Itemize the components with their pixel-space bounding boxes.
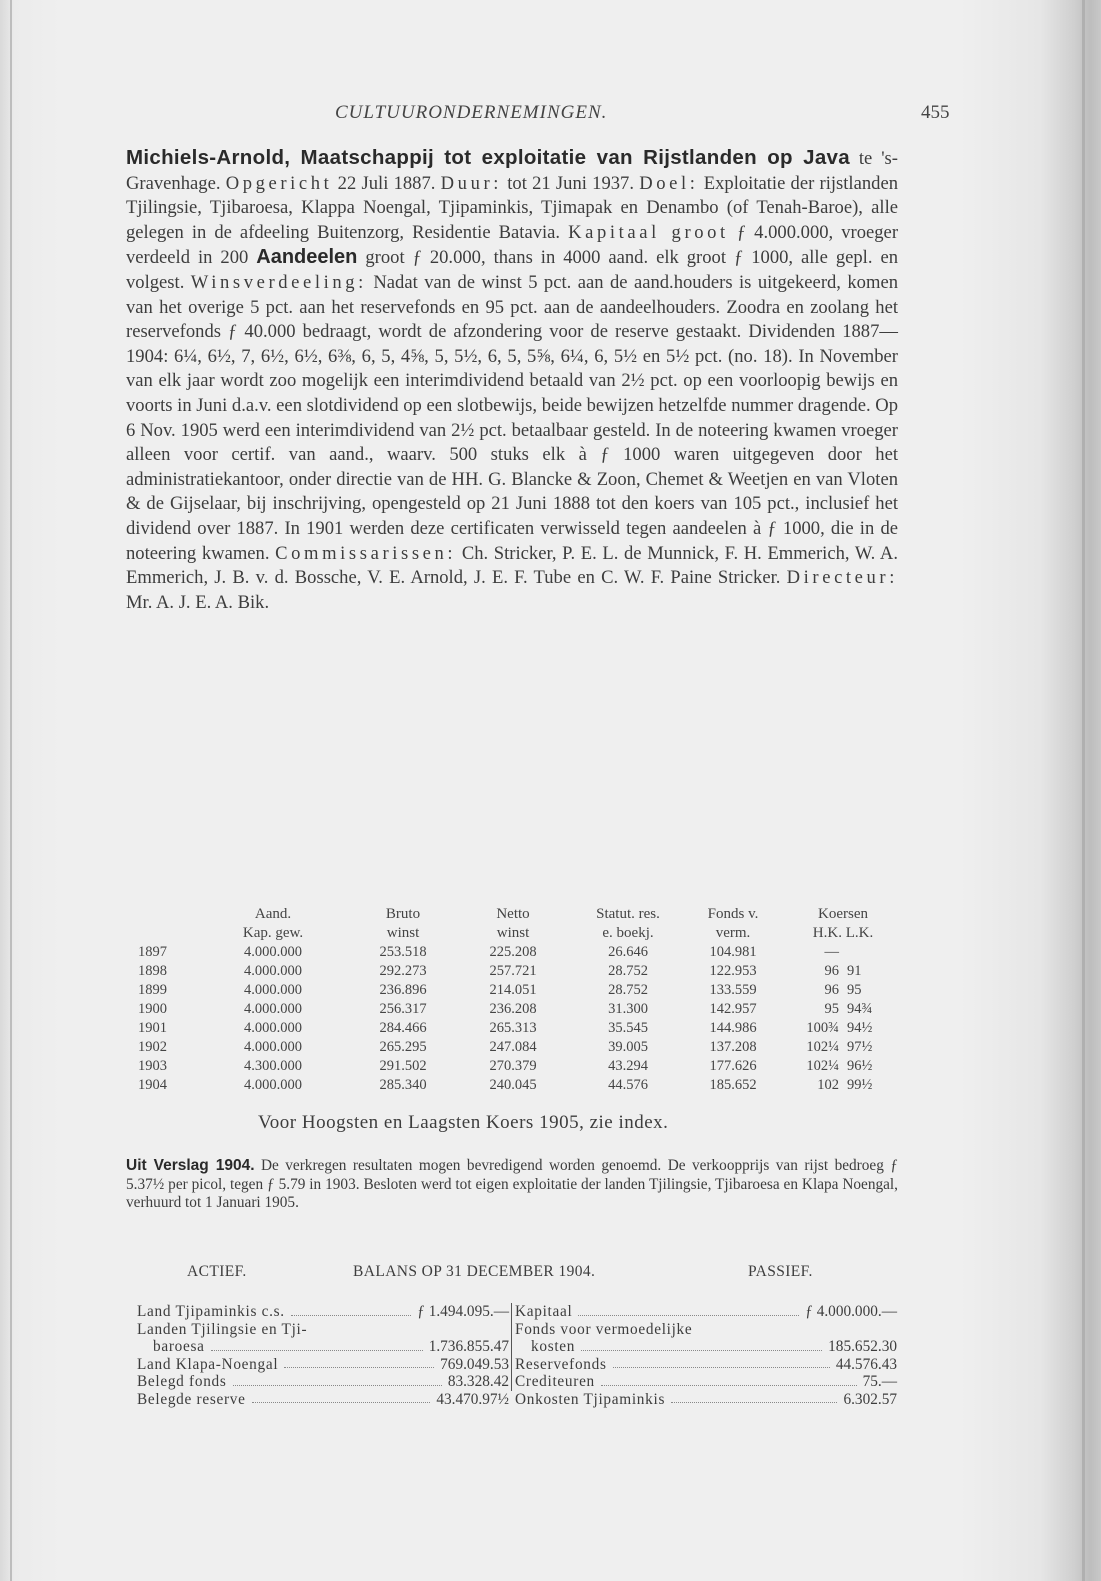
cell-year: 1903 [138,1058,167,1074]
leader-dots [581,1338,822,1351]
cell-kap: 4.000.000 [244,963,302,979]
balance-amount: 1.736.855.47 [428,1338,509,1355]
cell-lk: 97½ [847,1039,873,1055]
col-statut-subheader: e. boekj. [602,925,654,941]
cell-hk: 102 [817,1077,839,1093]
doel-label: Doel: [639,172,699,194]
cell-fonds: 142.957 [709,1001,757,1017]
col-statut-header: Statut. res. [596,906,660,922]
balance-label: baroesa [153,1338,205,1355]
balance-row [137,1391,509,1409]
balans-title: BALANS OP 31 DECEMBER 1904. [353,1263,596,1280]
winsverdeeling-label: Winsverdeeling: [190,271,367,293]
col-year-subheader [138,924,198,943]
balance-row [137,1321,509,1339]
balance-label: Belegd fonds [137,1373,227,1390]
leader-dots [613,1356,830,1369]
winsverdeeling-value: Nadat van de winst 5 pct. aan de aand.houders is uitgekeerd, komen van het overige 5 pct. aan het reservefonds en 95 pct. aan de aandeelhouders. Zoodra en zoolang het reservefonds ƒ 40.000 bedraagt, wordt de afzondering voor de reserve gestaakt. Dividenden 1887—1904: 6¼, 6½, 7, 6½, 6½, 6⅜, 6, 5, 4⅝, 5, 5½, 6, 5, 5⅝, 6¼, 6, 5½ en 5½ pct. (no. 18). In November van elk jaar wordt zoo mogelijk een interimdividend betaald van 2½ pct. op een voorloopig bewijs en voorts in Juni d.a.v. een slotdividend op een slotbewijs, beide bewijzen hetzelfde nummer dragende. Op 6 Nov. 1905 werd een interimdividend van 2½ pct. betaalbaar gesteld. In de noteering kwamen vroeger alleen voor certif. van aand., waarv. 500 stuks elk à ƒ 1000 waren uitgegeven door het administratiekantoor, onder directie van de HH. G. Blancke & Zoon, Chemet & Weetjen en van Vloten & de Gijselaar, bij inschrijving, opengesteld op 21 Juni 1888 tot den koers van 105 pct., inclusief het dividend over 1887. In 1901 werden deze certificaten verwisseld tegen aandeelen à ƒ 1000, die in de noteering kwamen. [126,271,898,564]
cell-bruto: 236.896 [379,982,427,998]
verslag-text: De verkregen resultaten mogen bevredigend worden genoemd. De verkoopprijs van rijst bedroeg ƒ 5.37½ per picol, tegen ƒ 5.79 in 1903. Besloten werd tot eigen exploitatie der landen Tjilingsie, Tjibaroesa en Klapa Noengal, verhuurd tot 1 Januari 1905. [126,1157,898,1212]
cell-year: 1897 [138,944,167,960]
table-row [138,1000,908,1019]
cell-fonds: 144.986 [709,1020,757,1036]
cell-lk: 91 [847,963,862,979]
balance-amount: 75.— [862,1373,897,1390]
balance-amount: 44.576.43 [835,1355,897,1373]
cell-koersen [778,981,908,1000]
kapitaal-value: ƒ 4.000.000, vroeger verdeeld in 200 [126,221,899,269]
table-row [138,943,908,962]
cell-koersen [778,1057,908,1076]
cell-koersen [778,1019,908,1038]
cell-year: 1902 [138,1039,167,1055]
cell-netto: 240.045 [489,1077,537,1093]
aandeelen-label: Aandeelen [256,246,358,269]
balance-label: Kapitaal [515,1303,573,1320]
balance-row [515,1356,897,1374]
balance-amount: 6.302.57 [843,1390,897,1408]
leader-dots [284,1356,434,1369]
cell-netto: 265.313 [489,1020,537,1036]
directeur-label: Directeur: [786,567,898,589]
results-table [138,905,908,1095]
balance-label: Onkosten Tjipaminkis [515,1390,666,1408]
col-fonds-header: Fonds v. [707,906,759,922]
cell-bruto: 285.340 [379,1077,427,1093]
opgericht-value: 22 Juli 1887. [332,172,441,194]
cell-kap: 4.000.000 [244,982,302,998]
balance-amount: 185.652.30 [828,1338,897,1355]
cell-lk: 94½ [847,1020,873,1036]
cell-bruto: 291.502 [379,1058,427,1074]
page-edge-right [1082,0,1085,1581]
balance-divider [511,1303,512,1391]
table-header-row-1 [138,905,908,924]
table-row [138,962,908,981]
cell-fonds: 137.208 [709,1039,757,1055]
cell-koersen [778,962,908,981]
cell-hk: — [824,944,839,960]
table-row [138,1019,908,1038]
commissarissen-value: Ch. Stricker, P. E. L. de Munnick, F. H. Emmerich, W. A. Emmerich, J. B. v. d. Bossche, V. E. Arnold, J. E. F. Tube en C. W. F. Paine Stricker. [126,542,899,589]
kapitaal-label: Kapitaal groot [568,221,729,243]
col-koersen-header: Koersen [818,906,868,922]
balance-label: Fonds voor vermoedelijke [515,1320,693,1338]
balance-row [515,1391,897,1409]
balance-label: Landen Tjilingsie en Tji- [137,1320,308,1338]
table-header-row-2 [138,924,908,943]
duur-label: Duur: [440,172,503,194]
cell-koersen [778,1000,908,1019]
cell-statut: 26.646 [608,944,648,960]
col-koersen-subheader: H.K. L.K. [812,925,874,941]
col-kap-header: Aand. [254,906,292,922]
cell-bruto: 253.518 [379,944,427,960]
balance-amount: 769.049.53 [440,1355,509,1373]
annual-report-excerpt [126,1157,898,1213]
cell-hk: 102¼ [806,1039,839,1055]
cell-netto: 257.721 [489,963,537,979]
cell-fonds: 104.981 [709,944,757,960]
cell-netto: 270.379 [489,1058,537,1074]
table-row [138,981,908,1000]
balance-label: Reservefonds [515,1355,607,1373]
company-name: Michiels-Arnold, Maatschappij tot exploitatie van Rijstlanden op Java [126,146,850,169]
balance-amount: 83.328.42 [447,1373,509,1390]
balance-row [515,1338,897,1356]
balance-label: Crediteuren [515,1373,595,1390]
leader-dots [211,1338,423,1351]
col-fonds-subheader: verm. [715,925,751,941]
balance-amount: ƒ 4.000.000.— [805,1303,897,1320]
cell-kap: 4.000.000 [244,1001,302,1017]
col-netto-subheader: winst [496,925,530,941]
balance-row [137,1303,509,1321]
leader-dots [252,1391,431,1404]
aandeelen-value: groot ƒ 20.000, thans in 4000 aand. elk groot ƒ 1000, alle gepl. en volgest. [126,247,898,293]
cell-fonds: 185.652 [709,1077,757,1093]
balance-row [137,1338,509,1356]
cell-lk: 99½ [847,1077,873,1093]
balance-row [515,1321,897,1339]
leader-dots [671,1391,837,1404]
cell-kap: 4.000.000 [244,1039,302,1055]
leader-dots [578,1303,799,1316]
seat-text: te 's-Gravenhage. [126,148,898,194]
balance-label: Land Klapa-Noengal [137,1355,279,1373]
leader-dots [233,1373,442,1386]
cell-statut: 28.752 [608,982,648,998]
cell-netto: 247.084 [489,1039,537,1055]
cell-lk: 95 [847,982,862,998]
table-row [138,1057,908,1076]
cell-hk: 96 [824,963,839,979]
index-note: Voor Hoogsten en Laagsten Koers 1905, zie index. [258,1112,669,1133]
cell-fonds: 133.559 [709,982,757,998]
cell-hk: 100¾ [806,1020,839,1036]
opgericht-label: Opgericht [225,172,333,194]
cell-statut: 44.576 [608,1077,648,1093]
directeur-value: Mr. A. J. E. A. Bik. [126,591,270,613]
balance-row [515,1303,897,1321]
cell-netto: 236.208 [489,1001,537,1017]
cell-year: 1898 [138,963,167,979]
doel-value: Exploitatie der rijstlanden Tjilingsie, Tjibaroesa, Klappa Noengal, Tjipaminkis, Tjimapak en Denambo (of Tenah-Baroe), alle gelegen in de afdeeling Buitenzorg, Residentie Batavia. [126,172,898,243]
table-row [138,1038,908,1057]
balance-label: Land Tjipaminkis c.s. [137,1303,285,1320]
cell-statut: 35.545 [608,1020,648,1036]
verslag-label: Uit Verslag 1904. [126,1157,255,1174]
cell-fonds: 177.626 [709,1058,757,1074]
cell-hk: 96 [824,982,839,998]
cell-bruto: 292.273 [379,963,427,979]
commissarissen-label: Commissarissen: [275,542,457,564]
cell-kap: 4.300.000 [244,1058,302,1074]
actief-heading: ACTIEF. [187,1263,247,1280]
cell-bruto: 256.317 [379,1001,427,1017]
balance-label: kosten [531,1338,576,1355]
cell-koersen [778,1076,908,1095]
cell-netto: 214.051 [489,982,537,998]
cell-kap: 4.000.000 [244,944,302,960]
page-edge-left [10,0,12,1581]
col-bruto-header: Bruto [385,906,421,922]
cell-lk: 94¾ [847,1001,873,1017]
cell-statut: 31.300 [608,1001,648,1017]
balance-amount: 43.470.97½ [436,1390,509,1408]
balance-row [137,1373,509,1391]
cell-year: 1901 [138,1020,167,1036]
cell-lk: 96½ [847,1058,873,1074]
entry-paragraph [126,146,898,615]
balance-row [515,1373,897,1391]
cell-koersen [778,1038,908,1057]
duur-value: tot 21 Juni 1937. [502,172,640,194]
col-year-header [138,905,198,924]
col-kap-subheader: Kap. gew. [242,925,304,941]
leader-dots [291,1303,411,1316]
cell-year: 1899 [138,982,167,998]
cell-statut: 43.294 [608,1058,648,1074]
cell-fonds: 122.953 [709,963,757,979]
balance-row [137,1356,509,1374]
cell-bruto: 265.295 [379,1039,427,1055]
cell-year: 1900 [138,1001,167,1017]
cell-statut: 39.005 [608,1039,648,1055]
page-number: 455 [921,102,950,123]
cell-hk: 102¼ [806,1058,839,1074]
col-bruto-subheader: winst [386,925,420,941]
table-row [138,1076,908,1095]
running-head: CULTUURONDERNEMINGEN. [335,102,608,123]
balance-label: Belegde reserve [137,1390,246,1408]
leader-dots [601,1373,857,1386]
balans-passief [515,1303,897,1408]
col-netto-header: Netto [496,906,530,922]
passief-heading: PASSIEF. [748,1263,813,1280]
cell-kap: 4.000.000 [244,1077,302,1093]
cell-koersen [778,943,908,962]
cell-netto: 225.208 [489,944,537,960]
cell-statut: 28.752 [608,963,648,979]
cell-bruto: 284.466 [379,1020,427,1036]
balance-amount: ƒ 1.494.095.— [417,1303,509,1320]
cell-kap: 4.000.000 [244,1020,302,1036]
cell-hk: 95 [824,1001,839,1017]
balans-actief [137,1303,509,1408]
company-entry [126,146,898,615]
cell-year: 1904 [138,1077,167,1093]
